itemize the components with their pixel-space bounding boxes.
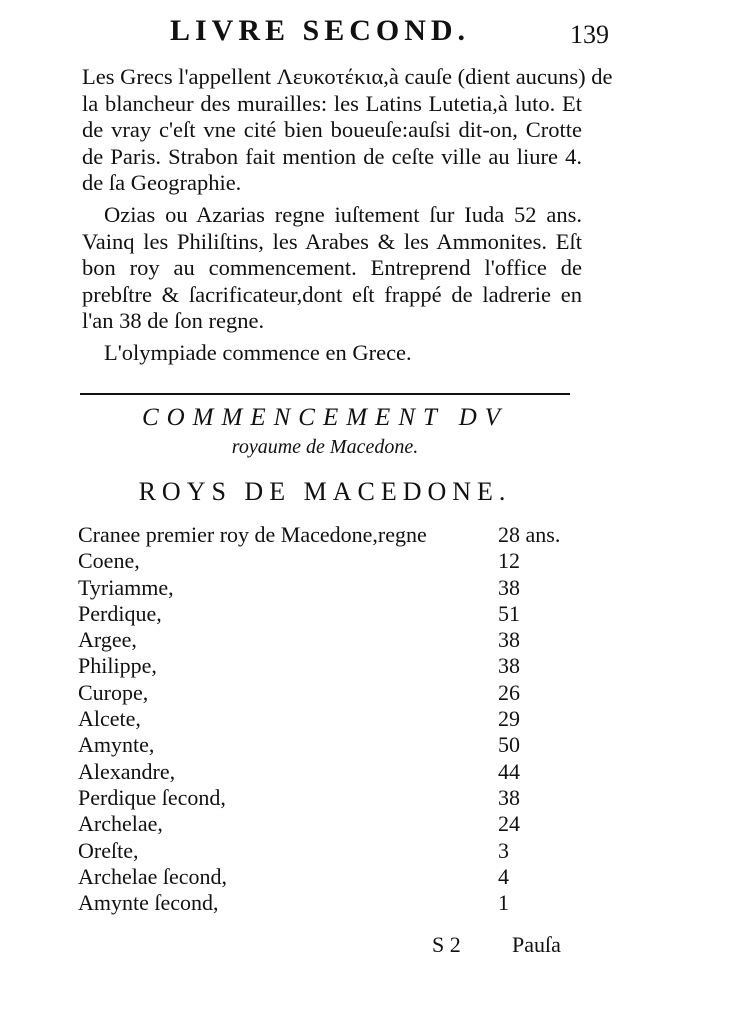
section-subtitle: royaume de Macedone. xyxy=(231,436,419,458)
text-line: Les Grecs l'appellent Λευκοτέκια,à cauſe (dient aucuns) de xyxy=(82,64,613,89)
reign-years: 51 xyxy=(498,600,520,626)
page-number: 139 xyxy=(570,20,609,49)
text-line: Ozias ou Azarias regne iuſtement ſur Iuda 52 ans. xyxy=(104,202,582,227)
list-item xyxy=(78,811,578,837)
list-item xyxy=(78,653,578,679)
text-line: de ſa Geographie. xyxy=(82,170,242,195)
list-item xyxy=(78,785,578,811)
list-item xyxy=(78,522,578,548)
king-name: Philippe, xyxy=(78,653,157,679)
reign-years: 38 xyxy=(498,627,520,653)
text-line: l'an 38 de ſon regne. xyxy=(82,308,265,333)
king-name: Amynte ſecond, xyxy=(78,890,219,916)
king-name: Archelae, xyxy=(78,811,163,837)
king-name: Curope, xyxy=(78,679,149,705)
reign-years: 24 xyxy=(498,811,520,837)
text-line: la blancheur des murailles: les Latins Lutetia,à luto. Et xyxy=(82,90,582,116)
reign-years: 4 xyxy=(498,863,509,889)
list-item xyxy=(78,680,578,706)
list-item xyxy=(78,732,578,758)
list-item xyxy=(78,759,578,785)
text-line: de Paris. Strabon fait mention de ceſte ville au liure 4. xyxy=(82,143,582,169)
list-item xyxy=(78,706,578,732)
king-name: Oreſte, xyxy=(78,837,139,863)
king-name: Perdique ſecond, xyxy=(78,784,226,810)
list-item xyxy=(78,838,578,864)
reign-years: 38 xyxy=(498,784,520,810)
list-item xyxy=(78,864,578,890)
king-name: Coene, xyxy=(78,548,140,574)
text-line: de vray c'eſt vne cité bien boueuſe:auſsi dit-on, Crotte xyxy=(82,117,582,142)
paragraph-olympiade xyxy=(82,340,582,367)
signature-mark: S 2 xyxy=(432,932,461,957)
text-line: L'olympiade commence en Grece. xyxy=(104,340,412,365)
list-item xyxy=(78,890,578,916)
reign-years: 1 xyxy=(498,890,509,916)
king-name: Archelae ſecond, xyxy=(78,863,228,889)
reign-years: 29 xyxy=(498,706,520,732)
king-name: Amynte, xyxy=(78,732,155,758)
list-item xyxy=(78,575,578,601)
reign-years: 28 ans. xyxy=(498,522,561,547)
list-item xyxy=(78,627,578,653)
king-name: Alexandre, xyxy=(78,758,176,784)
king-name: Alcete, xyxy=(78,706,141,732)
king-name: Argee, xyxy=(78,627,137,653)
catchword: Pauſa xyxy=(512,932,561,957)
text-line: prebſtre & ſacrificateur,dont eſt frappé de ladrerie en xyxy=(82,281,582,307)
reign-years: 38 xyxy=(498,653,520,679)
king-name: Tyriamme, xyxy=(78,574,174,600)
kings-list-heading: ROYS DE MACEDONE. xyxy=(138,477,512,506)
running-head: LIVRE SECOND. xyxy=(170,14,471,47)
king-name: Perdique, xyxy=(78,600,162,626)
paragraph-ozias xyxy=(82,202,582,335)
text-line: bon roy au commencement. Entreprend l'office de xyxy=(82,255,582,280)
reign-years: 38 xyxy=(498,574,520,600)
kings-list xyxy=(78,522,578,916)
list-item xyxy=(78,548,578,574)
reign-years: 3 xyxy=(498,837,509,863)
reign-years: 44 xyxy=(498,758,520,784)
section-rule xyxy=(80,393,570,395)
reign-years: 50 xyxy=(498,732,520,758)
reign-years: 26 xyxy=(498,679,520,705)
list-item xyxy=(78,601,578,627)
king-name: Cranee premier roy de Macedone,regne xyxy=(78,522,427,547)
section-title: COMMENCEMENT DV xyxy=(141,404,509,431)
paragraph-lutetia xyxy=(82,64,613,197)
reign-years: 12 xyxy=(498,548,520,574)
text-line: Vainq les Philiſtins, les Arabes & les Ammonites. Eſt xyxy=(82,228,582,254)
